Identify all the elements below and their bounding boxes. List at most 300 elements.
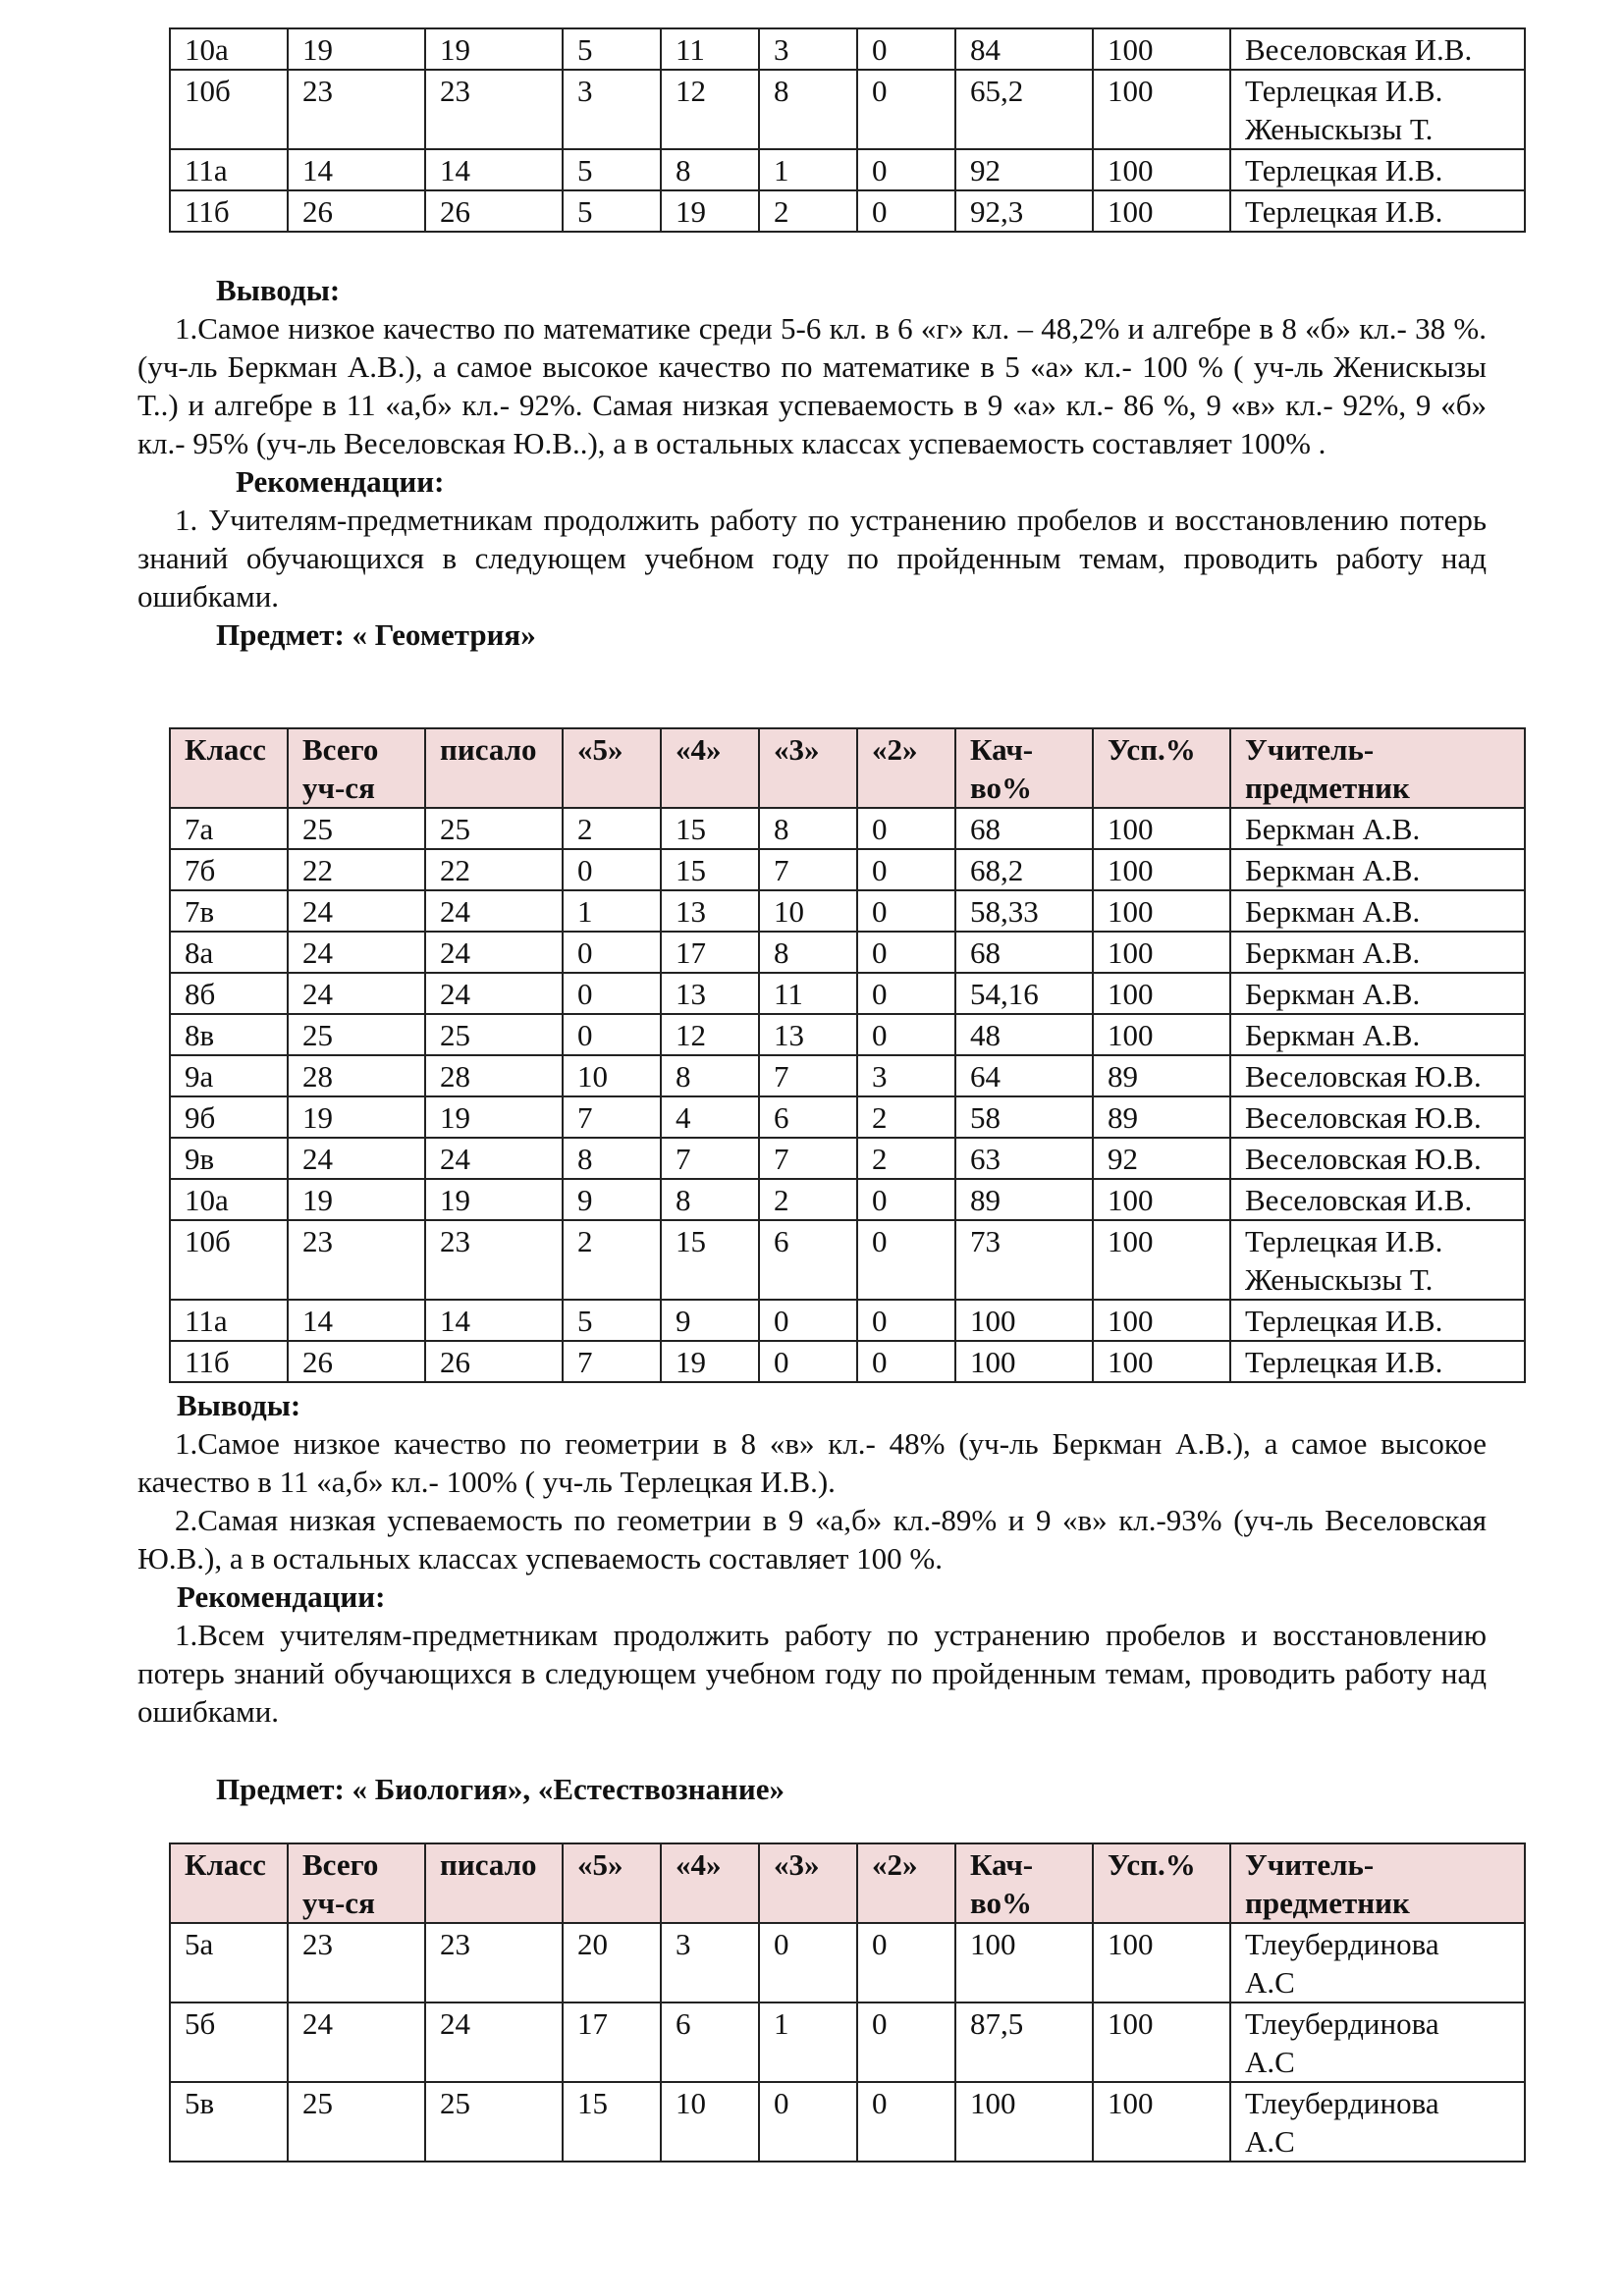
table-row (170, 1138, 1525, 1179)
quality-percent-cell: 64 (955, 1055, 1093, 1096)
teacher-cell (1230, 28, 1525, 70)
class-cell: 10а (170, 28, 288, 70)
quality-percent-cell: 92,3 (955, 190, 1093, 232)
class-cell: 11а (170, 1300, 288, 1341)
grade-5-cell: 8 (563, 1138, 661, 1179)
table-row (170, 2082, 1525, 2162)
grade-2-cell: 0 (857, 2082, 955, 2162)
column-header-text: Всего (302, 1847, 379, 1882)
grade-2-cell: 0 (857, 932, 955, 973)
quality-percent-cell: 89 (955, 1179, 1093, 1220)
conclusions-heading: Выводы: (177, 1388, 301, 1422)
teacher-name: Беркман А.В. (1245, 1018, 1421, 1052)
total-students-cell: 14 (288, 149, 425, 190)
grade-5-cell: 20 (563, 1923, 661, 2002)
column-header (857, 728, 955, 808)
grade-3-cell: 7 (759, 1055, 857, 1096)
grade-4-cell: 8 (661, 1055, 759, 1096)
wrote-cell: 23 (425, 1220, 563, 1300)
quality-percent-cell: 68 (955, 808, 1093, 849)
total-students-cell: 24 (288, 1138, 425, 1179)
column-header-text: уч-ся (302, 771, 375, 805)
wrote-cell: 19 (425, 1179, 563, 1220)
grade-3-cell: 7 (759, 849, 857, 890)
teacher-name: Беркман А.В. (1245, 977, 1421, 1011)
grade-2-cell: 0 (857, 1220, 955, 1300)
teacher-name: Тлеубердинова (1245, 2086, 1439, 2120)
teacher-cell (1230, 2002, 1525, 2082)
column-header-text: писало (440, 732, 537, 767)
grade-4-cell: 3 (661, 1923, 759, 2002)
success-percent-cell: 100 (1093, 149, 1230, 190)
teacher-name: Беркман А.В. (1245, 935, 1421, 970)
teacher-name: Терлецкая И.В. (1245, 153, 1443, 187)
teacher-name: А.С (1245, 2045, 1295, 2079)
column-header (1093, 728, 1230, 808)
column-header-text: «3» (774, 732, 820, 767)
teacher-name: Веселовская Ю.В. (1245, 1142, 1482, 1176)
total-students-cell: 24 (288, 973, 425, 1014)
column-header (563, 1843, 661, 1923)
grade-5-cell: 0 (563, 932, 661, 973)
teacher-name: Женыскызы Т. (1245, 1262, 1434, 1297)
table-row (170, 1341, 1525, 1382)
column-header (955, 728, 1093, 808)
total-students-cell: 24 (288, 890, 425, 932)
grade-3-cell: 8 (759, 70, 857, 149)
success-percent-cell: 100 (1093, 70, 1230, 149)
wrote-cell: 14 (425, 1300, 563, 1341)
wrote-cell: 14 (425, 149, 563, 190)
quality-percent-cell: 100 (955, 1300, 1093, 1341)
column-header-text: Класс (185, 732, 266, 767)
grade-2-cell: 2 (857, 1138, 955, 1179)
teacher-name: Женыскызы Т. (1245, 112, 1434, 146)
grade-3-cell: 1 (759, 2002, 857, 2082)
grade-3-cell: 6 (759, 1220, 857, 1300)
column-header-text: Усп.% (1108, 732, 1196, 767)
column-header-text: во% (970, 1886, 1033, 1920)
quality-percent-cell: 63 (955, 1138, 1093, 1179)
grade-5-cell: 9 (563, 1179, 661, 1220)
wrote-cell: 24 (425, 973, 563, 1014)
table-row (170, 1923, 1525, 2002)
table-row (170, 149, 1525, 190)
success-percent-cell: 100 (1093, 973, 1230, 1014)
biology-section-title (137, 1770, 1487, 1808)
wrote-cell: 25 (425, 2082, 563, 2162)
class-cell: 10б (170, 1220, 288, 1300)
grade-4-cell: 15 (661, 1220, 759, 1300)
grade-3-cell: 2 (759, 190, 857, 232)
column-header (759, 1843, 857, 1923)
grade-2-cell: 3 (857, 1055, 955, 1096)
column-header-text: «4» (676, 1847, 722, 1882)
class-cell: 8в (170, 1014, 288, 1055)
grade-5-cell: 5 (563, 190, 661, 232)
geometry-results-table (169, 727, 1526, 1383)
teacher-cell (1230, 149, 1525, 190)
wrote-cell: 24 (425, 890, 563, 932)
quality-percent-cell: 87,5 (955, 2002, 1093, 2082)
grade-5-cell: 2 (563, 1220, 661, 1300)
wrote-cell: 24 (425, 1138, 563, 1179)
teacher-cell (1230, 190, 1525, 232)
geometry-conclusions-section (137, 1386, 1487, 1731)
success-percent-cell: 100 (1093, 1220, 1230, 1300)
total-students-cell: 19 (288, 1179, 425, 1220)
teacher-cell (1230, 2082, 1525, 2162)
teacher-name: Терлецкая И.В. (1245, 1224, 1443, 1258)
grade-3-cell: 11 (759, 973, 857, 1014)
table-row (170, 849, 1525, 890)
success-percent-cell: 89 (1093, 1096, 1230, 1138)
teacher-name: Терлецкая И.В. (1245, 194, 1443, 229)
quality-percent-cell: 100 (955, 1341, 1093, 1382)
total-students-cell: 23 (288, 1220, 425, 1300)
teacher-cell (1230, 70, 1525, 149)
column-header (288, 728, 425, 808)
success-percent-cell: 100 (1093, 1341, 1230, 1382)
grade-2-cell: 0 (857, 1341, 955, 1382)
grade-2-cell: 0 (857, 28, 955, 70)
teacher-name: Терлецкая И.В. (1245, 1345, 1443, 1379)
grade-4-cell: 15 (661, 808, 759, 849)
grade-5-cell: 5 (563, 149, 661, 190)
grade-5-cell: 0 (563, 1014, 661, 1055)
quality-percent-cell: 48 (955, 1014, 1093, 1055)
teacher-name: Беркман А.В. (1245, 853, 1421, 887)
column-header (1093, 1843, 1230, 1923)
teacher-name: Терлецкая И.В. (1245, 74, 1443, 108)
table-row (170, 1300, 1525, 1341)
wrote-cell: 22 (425, 849, 563, 890)
column-header-text: уч-ся (302, 1886, 375, 1920)
class-cell: 8а (170, 932, 288, 973)
subject-heading-geometry: Предмет: « Геометрия» (216, 617, 536, 652)
biology-results-table (169, 1842, 1526, 2163)
grade-4-cell: 8 (661, 149, 759, 190)
column-header-text: «3» (774, 1847, 820, 1882)
class-cell: 9а (170, 1055, 288, 1096)
column-header (1230, 1843, 1525, 1923)
table-row (170, 2002, 1525, 2082)
total-students-cell: 25 (288, 2082, 425, 2162)
success-percent-cell: 100 (1093, 1179, 1230, 1220)
grade-4-cell: 7 (661, 1138, 759, 1179)
column-header-text: «2» (872, 732, 918, 767)
success-percent-cell: 89 (1093, 1055, 1230, 1096)
success-percent-cell: 100 (1093, 849, 1230, 890)
class-cell: 11б (170, 1341, 288, 1382)
class-cell: 5б (170, 2002, 288, 2082)
class-cell: 7а (170, 808, 288, 849)
grade-3-cell: 1 (759, 149, 857, 190)
quality-percent-cell: 58,33 (955, 890, 1093, 932)
teacher-cell (1230, 1923, 1525, 2002)
teacher-name: Беркман А.В. (1245, 812, 1421, 846)
quality-percent-cell: 100 (955, 1923, 1093, 2002)
column-header (563, 728, 661, 808)
column-header-text: Всего (302, 732, 379, 767)
wrote-cell: 26 (425, 1341, 563, 1382)
class-cell: 9в (170, 1138, 288, 1179)
success-percent-cell: 92 (1093, 1138, 1230, 1179)
column-header-text: во% (970, 771, 1033, 805)
table-row (170, 808, 1525, 849)
total-students-cell: 19 (288, 1096, 425, 1138)
column-header-text: предметник (1245, 771, 1410, 805)
total-students-cell: 23 (288, 1923, 425, 2002)
wrote-cell: 23 (425, 1923, 563, 2002)
grade-2-cell: 0 (857, 1014, 955, 1055)
quality-percent-cell: 92 (955, 149, 1093, 190)
success-percent-cell: 100 (1093, 2082, 1230, 2162)
grade-4-cell: 19 (661, 190, 759, 232)
teacher-name: Веселовская И.В. (1245, 32, 1473, 67)
wrote-cell: 19 (425, 1096, 563, 1138)
grade-2-cell: 0 (857, 808, 955, 849)
grade-4-cell: 9 (661, 1300, 759, 1341)
class-cell: 10б (170, 70, 288, 149)
grade-4-cell: 12 (661, 1014, 759, 1055)
grade-3-cell: 13 (759, 1014, 857, 1055)
grade-3-cell: 2 (759, 1179, 857, 1220)
column-header (288, 1843, 425, 1923)
table-row (170, 1096, 1525, 1138)
table-row (170, 70, 1525, 149)
quality-percent-cell: 54,16 (955, 973, 1093, 1014)
recommendation-paragraph: 1. Учителям-предметникам продолжить работу по устранению пробелов и восстановлению потерь знаний обучающихся в следующем учебном году по пройденным темам, проводить работу над ошибками. (137, 503, 1487, 614)
quality-percent-cell: 100 (955, 2082, 1093, 2162)
success-percent-cell: 100 (1093, 28, 1230, 70)
teacher-cell (1230, 1179, 1525, 1220)
grade-5-cell: 7 (563, 1341, 661, 1382)
grade-5-cell: 0 (563, 849, 661, 890)
column-header-text: Кач- (970, 1847, 1034, 1882)
teacher-name: Беркман А.В. (1245, 894, 1421, 929)
grade-4-cell: 4 (661, 1096, 759, 1138)
total-students-cell: 23 (288, 70, 425, 149)
table-row (170, 28, 1525, 70)
grade-5-cell: 3 (563, 70, 661, 149)
teacher-name: Терлецкая И.В. (1245, 1304, 1443, 1338)
conclusion-paragraph: 2.Самая низкая успеваемость по геометрии в 9 «а,б» кл.-89% и 9 «в» кл.-93% (уч-ль Веселовская Ю.В.), а в остальных классах успеваемость составляет 100 %. (137, 1503, 1487, 1575)
total-students-cell: 24 (288, 932, 425, 973)
table-row (170, 973, 1525, 1014)
table-header-row (170, 1843, 1525, 1923)
grade-4-cell: 19 (661, 1341, 759, 1382)
table-header-row (170, 728, 1525, 808)
total-students-cell: 19 (288, 28, 425, 70)
conclusion-paragraph: 1.Самое низкое качество по математике среди 5-6 кл. в 6 «г» кл. – 48,2% и алгебре в 8 «б» кл.- 38 %. (уч-ль Беркман А.В.), а самое высокое качество по математике в 5 «а» кл.- 100 % ( уч-ль Женискызы Т..) и алгебре в 11 «а,б» кл.- 92%. Самая низкая успеваемость в 9 «а» кл.- 86 %, 9 «в» кл.- 92%, 9 «б» кл.- 95% (уч-ль Веселовская Ю.В..), а в остальных классах успеваемость составляет 100% . (137, 311, 1487, 460)
grade-3-cell: 7 (759, 1138, 857, 1179)
total-students-cell: 26 (288, 1341, 425, 1382)
grade-3-cell: 0 (759, 1923, 857, 2002)
quality-percent-cell: 58 (955, 1096, 1093, 1138)
total-students-cell: 25 (288, 808, 425, 849)
class-cell: 10а (170, 1179, 288, 1220)
column-header-text: «4» (676, 732, 722, 767)
grade-4-cell: 13 (661, 973, 759, 1014)
grade-4-cell: 13 (661, 890, 759, 932)
column-header-text: Усп.% (1108, 1847, 1196, 1882)
grade-2-cell: 0 (857, 849, 955, 890)
teacher-cell (1230, 1220, 1525, 1300)
total-students-cell: 24 (288, 2002, 425, 2082)
teacher-cell (1230, 1096, 1525, 1138)
grade-3-cell: 0 (759, 2082, 857, 2162)
class-cell: 7в (170, 890, 288, 932)
column-header (425, 1843, 563, 1923)
column-header (661, 728, 759, 808)
wrote-cell: 24 (425, 2002, 563, 2082)
grade-4-cell: 17 (661, 932, 759, 973)
teacher-name: Веселовская Ю.В. (1245, 1100, 1482, 1135)
teacher-cell (1230, 1014, 1525, 1055)
class-cell: 7б (170, 849, 288, 890)
grade-4-cell: 10 (661, 2082, 759, 2162)
grade-3-cell: 6 (759, 1096, 857, 1138)
class-cell: 9б (170, 1096, 288, 1138)
conclusions-heading: Выводы: (216, 273, 341, 307)
grade-5-cell: 1 (563, 890, 661, 932)
table-row (170, 190, 1525, 232)
column-header-text: Учитель- (1245, 732, 1375, 767)
column-header (425, 728, 563, 808)
wrote-cell: 24 (425, 932, 563, 973)
grade-3-cell: 0 (759, 1300, 857, 1341)
column-header-text: предметник (1245, 1886, 1410, 1920)
grade-2-cell: 0 (857, 2002, 955, 2082)
table-row (170, 1220, 1525, 1300)
teacher-name: А.С (1245, 2124, 1295, 2159)
quality-percent-cell: 65,2 (955, 70, 1093, 149)
recommendation-paragraph: 1.Всем учителям-предметникам продолжить работу по устранению пробелов и восстановлению потерь знаний обучающихся в следующем учебном году по пройденным темам, проводить работу над ошибками. (137, 1618, 1487, 1729)
class-cell: 8б (170, 973, 288, 1014)
table-row (170, 932, 1525, 973)
algebra-results-table (169, 27, 1526, 233)
total-students-cell: 22 (288, 849, 425, 890)
wrote-cell: 25 (425, 808, 563, 849)
teacher-cell (1230, 932, 1525, 973)
table-row (170, 1179, 1525, 1220)
success-percent-cell: 100 (1093, 932, 1230, 973)
table-row (170, 1014, 1525, 1055)
success-percent-cell: 100 (1093, 1014, 1230, 1055)
column-header (955, 1843, 1093, 1923)
conclusion-paragraph: 1.Самое низкое качество по геометрии в 8 «в» кл.- 48% (уч-ль Беркман А.В.), а самое высокое качество в 11 «а,б» кл.- 100% ( уч-ль Терлецкая И.В.). (137, 1426, 1487, 1499)
column-header-text: «5» (577, 1847, 623, 1882)
class-cell: 5в (170, 2082, 288, 2162)
grade-5-cell: 0 (563, 973, 661, 1014)
wrote-cell: 19 (425, 28, 563, 70)
recommendations-heading: Рекомендации: (236, 464, 445, 499)
quality-percent-cell: 68 (955, 932, 1093, 973)
grade-4-cell: 12 (661, 70, 759, 149)
column-header-text: Кач- (970, 732, 1034, 767)
grade-5-cell: 17 (563, 2002, 661, 2082)
column-header (1230, 728, 1525, 808)
teacher-cell (1230, 973, 1525, 1014)
success-percent-cell: 100 (1093, 808, 1230, 849)
grade-4-cell: 6 (661, 2002, 759, 2082)
grade-2-cell: 0 (857, 149, 955, 190)
math-conclusions-section (137, 271, 1487, 654)
class-cell: 11б (170, 190, 288, 232)
wrote-cell: 23 (425, 70, 563, 149)
grade-3-cell: 8 (759, 932, 857, 973)
teacher-name: Тлеубердинова (1245, 2006, 1439, 2041)
grade-2-cell: 0 (857, 1179, 955, 1220)
grade-3-cell: 0 (759, 1341, 857, 1382)
teacher-cell (1230, 1138, 1525, 1179)
grade-2-cell: 0 (857, 1923, 955, 2002)
total-students-cell: 25 (288, 1014, 425, 1055)
subject-heading-biology: Предмет: « Биология», «Естествознание» (216, 1772, 785, 1806)
grade-3-cell: 8 (759, 808, 857, 849)
column-header (170, 728, 288, 808)
column-header (661, 1843, 759, 1923)
column-header-text: Класс (185, 1847, 266, 1882)
success-percent-cell: 100 (1093, 190, 1230, 232)
column-header (857, 1843, 955, 1923)
total-students-cell: 14 (288, 1300, 425, 1341)
grade-2-cell: 0 (857, 973, 955, 1014)
teacher-name: А.С (1245, 1965, 1295, 2000)
teacher-cell (1230, 808, 1525, 849)
column-header-text: Учитель- (1245, 1847, 1375, 1882)
success-percent-cell: 100 (1093, 2002, 1230, 2082)
table-row (170, 890, 1525, 932)
column-header (170, 1843, 288, 1923)
grade-2-cell: 0 (857, 1300, 955, 1341)
teacher-cell (1230, 1055, 1525, 1096)
class-cell: 5а (170, 1923, 288, 2002)
teacher-name: Тлеубердинова (1245, 1927, 1439, 1961)
teacher-cell (1230, 1341, 1525, 1382)
grade-3-cell: 10 (759, 890, 857, 932)
wrote-cell: 25 (425, 1014, 563, 1055)
teacher-cell (1230, 849, 1525, 890)
quality-percent-cell: 84 (955, 28, 1093, 70)
grade-5-cell: 5 (563, 28, 661, 70)
grade-5-cell: 5 (563, 1300, 661, 1341)
column-header (759, 728, 857, 808)
success-percent-cell: 100 (1093, 1923, 1230, 2002)
teacher-cell (1230, 1300, 1525, 1341)
grade-2-cell: 2 (857, 1096, 955, 1138)
table-row (170, 1055, 1525, 1096)
grade-4-cell: 11 (661, 28, 759, 70)
success-percent-cell: 100 (1093, 890, 1230, 932)
grade-5-cell: 15 (563, 2082, 661, 2162)
recommendations-heading: Рекомендации: (177, 1579, 386, 1614)
grade-2-cell: 0 (857, 190, 955, 232)
wrote-cell: 28 (425, 1055, 563, 1096)
total-students-cell: 26 (288, 190, 425, 232)
success-percent-cell: 100 (1093, 1300, 1230, 1341)
grade-4-cell: 15 (661, 849, 759, 890)
grade-5-cell: 2 (563, 808, 661, 849)
teacher-name: Веселовская Ю.В. (1245, 1059, 1482, 1094)
grade-2-cell: 0 (857, 70, 955, 149)
column-header-text: «2» (872, 1847, 918, 1882)
column-header-text: писало (440, 1847, 537, 1882)
teacher-cell (1230, 890, 1525, 932)
total-students-cell: 28 (288, 1055, 425, 1096)
grade-4-cell: 8 (661, 1179, 759, 1220)
